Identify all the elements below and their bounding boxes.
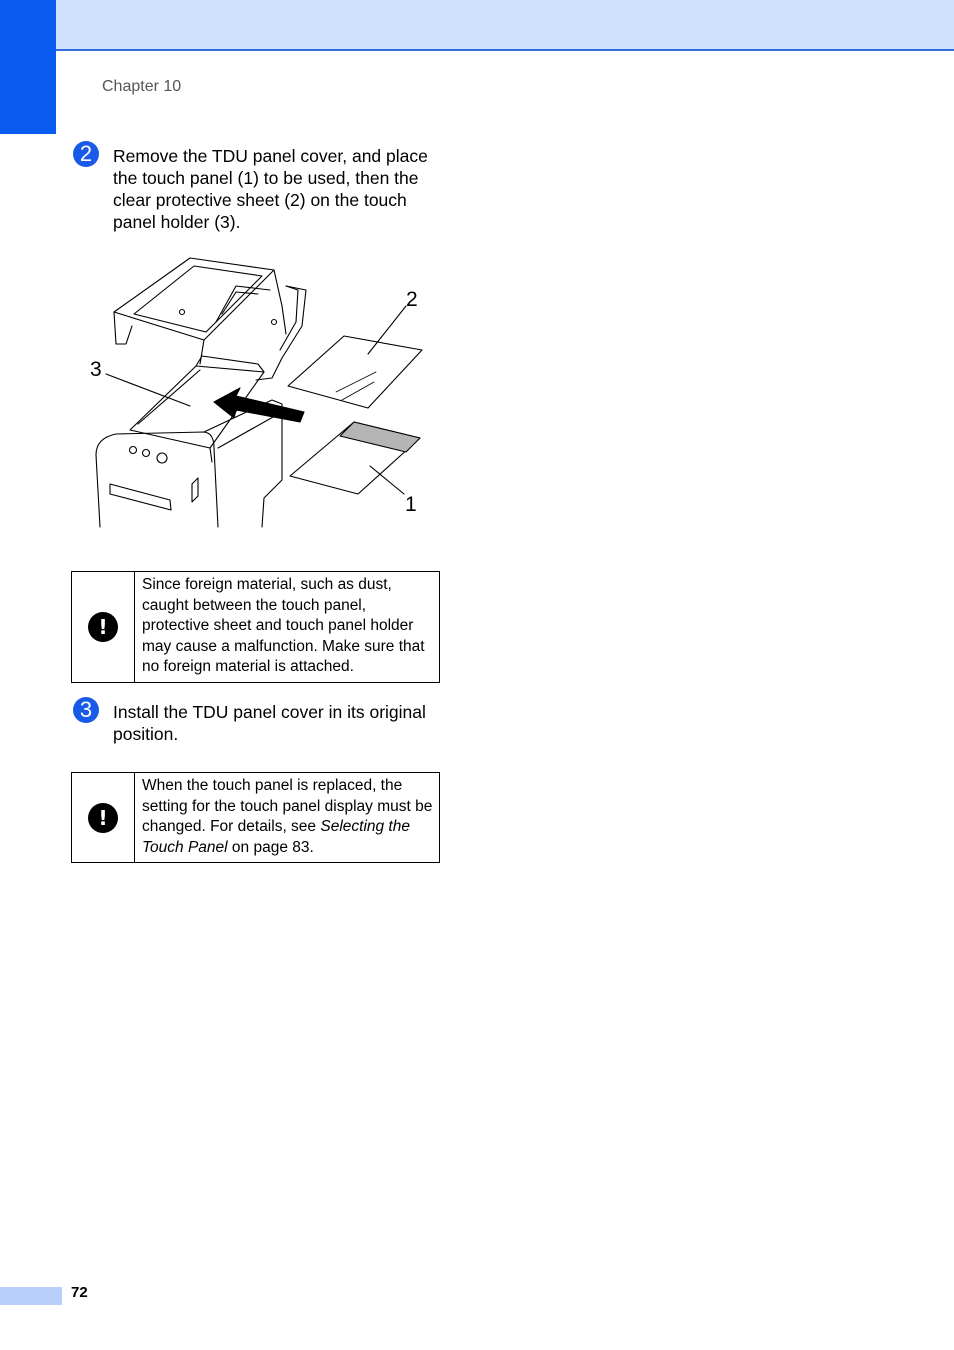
cross-reference-link[interactable]: Selecting the Touch Panel <box>142 818 410 856</box>
callout-3: 3 <box>90 358 102 381</box>
printer-touch-panel-illustration <box>86 252 426 530</box>
header-band <box>0 0 954 51</box>
note-text-end: on page 83. <box>227 838 314 856</box>
exclamation-icon: ! <box>88 612 118 642</box>
page-number-tab <box>0 1287 62 1305</box>
step-number-badge: 3 <box>73 697 99 723</box>
step-number-badge: 2 <box>73 141 99 167</box>
caution-note <box>71 571 440 683</box>
exclamation-icon: ! <box>88 803 118 833</box>
note-text-start: When the touch panel is replaced, the setting for the touch panel display must be changed. For details, see <box>142 777 433 836</box>
callout-1: 1 <box>405 493 417 516</box>
note-text: Since foreign material, such as dust, caught between the touch panel, protective sheet and touch panel holder may cause a malfunction. Make sure that no foreign material is attached. <box>142 576 425 676</box>
note-text <box>135 773 439 862</box>
caution-note <box>71 772 440 863</box>
callout-2: 2 <box>406 288 418 311</box>
chapter-label: Chapter 10 <box>102 78 182 95</box>
step-instruction: Remove the TDU panel cover, and place the touch panel (1) to be used, then the clear protective sheet (2) on the touch panel holder (3). <box>113 146 428 232</box>
step-instruction: Install the TDU panel cover in its original position. <box>113 702 426 744</box>
chapter-side-tab <box>0 0 56 134</box>
page-number: 72 <box>71 1284 88 1301</box>
